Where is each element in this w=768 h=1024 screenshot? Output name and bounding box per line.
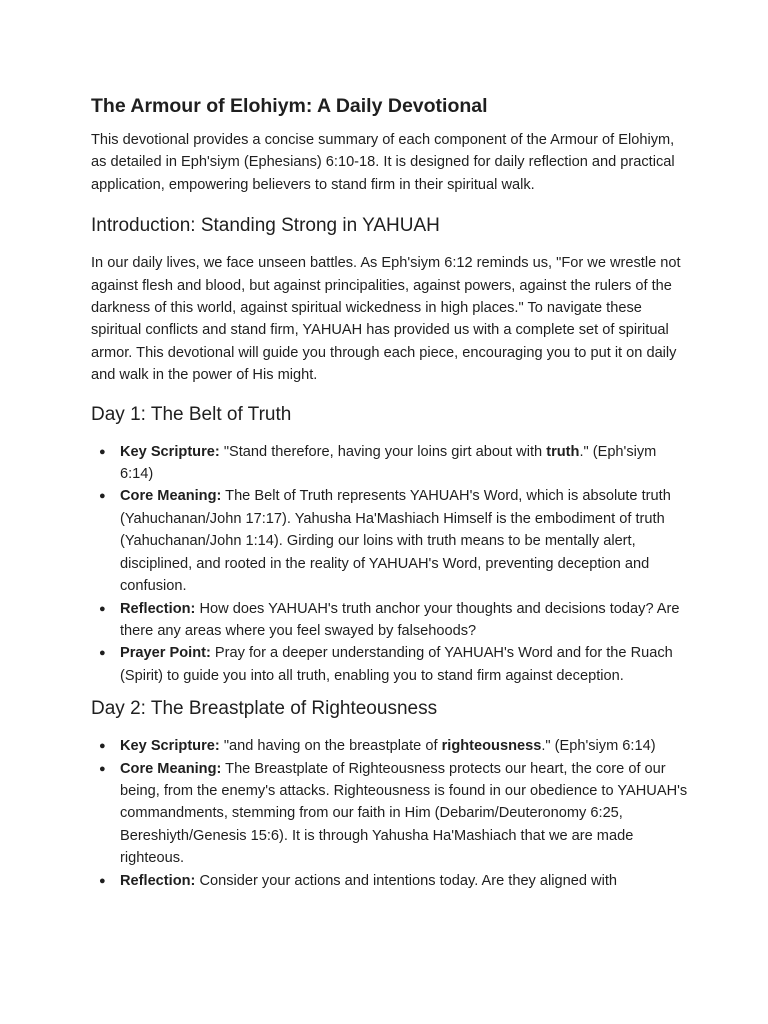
bullet-icon: ● bbox=[99, 490, 106, 503]
item-text: Pray for a deeper understanding of YAHUAH's Word and for the Ruach (Spirit) to guide you into all truth, enabling you to stand firm against deception. bbox=[120, 645, 673, 684]
bullet-icon: ● bbox=[99, 762, 106, 775]
document-title: The Armour of Elohiym: A Daily Devotional bbox=[91, 95, 488, 117]
bullet-icon: ● bbox=[99, 445, 106, 458]
list-item bbox=[91, 441, 691, 486]
bullet-icon: ● bbox=[99, 647, 106, 660]
item-text: How does YAHUAH's truth anchor your thoughts and decisions today? Are there any areas where you feel swayed by falsehoods? bbox=[120, 600, 680, 639]
item-text: "and having on the breastplate of bbox=[219, 738, 442, 755]
item-label: Reflection: bbox=[120, 872, 196, 889]
item-label: Key Scripture: bbox=[120, 738, 220, 755]
item-emphasis: righteousness bbox=[441, 738, 542, 755]
item-label: Reflection: bbox=[120, 600, 196, 617]
intro-paragraph: In our daily lives, we face unseen battles. As Eph'siym 6:12 reminds us, "For we wrestle not against flesh and blood, but against principalities, against powers, against the rulers of the darkness of this world, against spiritual wickedness in high places." To navigate these spiritual conflicts and stand firm, YAHUAH has provided us with a complete set of spiritual armor. This devotional will guide you through each piece, encouraging you to put it on daily and walk in the power of His might. bbox=[91, 255, 681, 384]
item-text: The Belt of Truth represents YAHUAH's Word, which is absolute truth (Yahuchanan/John 17:17). Yahusha Ha'Mashiach Himself is the embodiment of truth (Yahuchanan/John 1:14). Girding our loins with truth means to be mentally alert, disciplined, and rooted in the reality of YAHUAH's Word, preventing deception and confusion. bbox=[120, 488, 671, 595]
list-item bbox=[91, 870, 691, 892]
bullet-icon: ● bbox=[99, 740, 106, 753]
item-text: "Stand therefore, having your loins girt about with bbox=[219, 443, 547, 460]
document-body bbox=[91, 92, 691, 892]
day-1-list bbox=[91, 441, 691, 687]
list-item bbox=[91, 735, 691, 757]
item-text-end: ." (Eph'siym 6:14) bbox=[541, 738, 656, 755]
item-label: Core Meaning: bbox=[120, 760, 222, 777]
item-label: Prayer Point: bbox=[120, 645, 211, 662]
item-emphasis: truth bbox=[546, 443, 580, 460]
item-label: Key Scripture: bbox=[120, 443, 220, 460]
list-item bbox=[91, 598, 691, 643]
day-1-heading: Day 1: The Belt of Truth bbox=[91, 403, 292, 425]
item-text: The Breastplate of Righteousness protects our heart, the core of our being, from the enemy's attacks. Righteousness is found in our obedience to YAHUAH's commandments, stemming from our faith in Him (Debarim/Deuteronomy 6:25, Bereshiyth/Genesis 15:6). It is through Yahusha Ha'Mashiach that we are made righteous. bbox=[120, 760, 688, 867]
day-2-heading: Day 2: The Breastplate of Righteousness bbox=[91, 698, 438, 720]
list-item bbox=[91, 758, 691, 870]
intro-heading: Introduction: Standing Strong in YAHUAH bbox=[91, 215, 440, 237]
item-label: Core Meaning: bbox=[120, 488, 222, 505]
bullet-icon: ● bbox=[99, 874, 106, 887]
day-2-list bbox=[91, 735, 691, 892]
bullet-icon: ● bbox=[99, 602, 106, 615]
item-text-end: ." (Eph'siym 6:14) bbox=[120, 443, 657, 483]
list-item bbox=[91, 642, 691, 687]
list-item bbox=[91, 485, 691, 597]
item-text: Consider your actions and intentions today. Are they aligned with bbox=[195, 872, 617, 889]
summary-paragraph: This devotional provides a concise summary of each component of the Armour of Elohiym, as detailed in Eph'siym (Ephesians) 6:10-18. It is designed for daily reflection and practical application, empowering believers to stand firm in their spiritual walk. bbox=[91, 132, 675, 193]
